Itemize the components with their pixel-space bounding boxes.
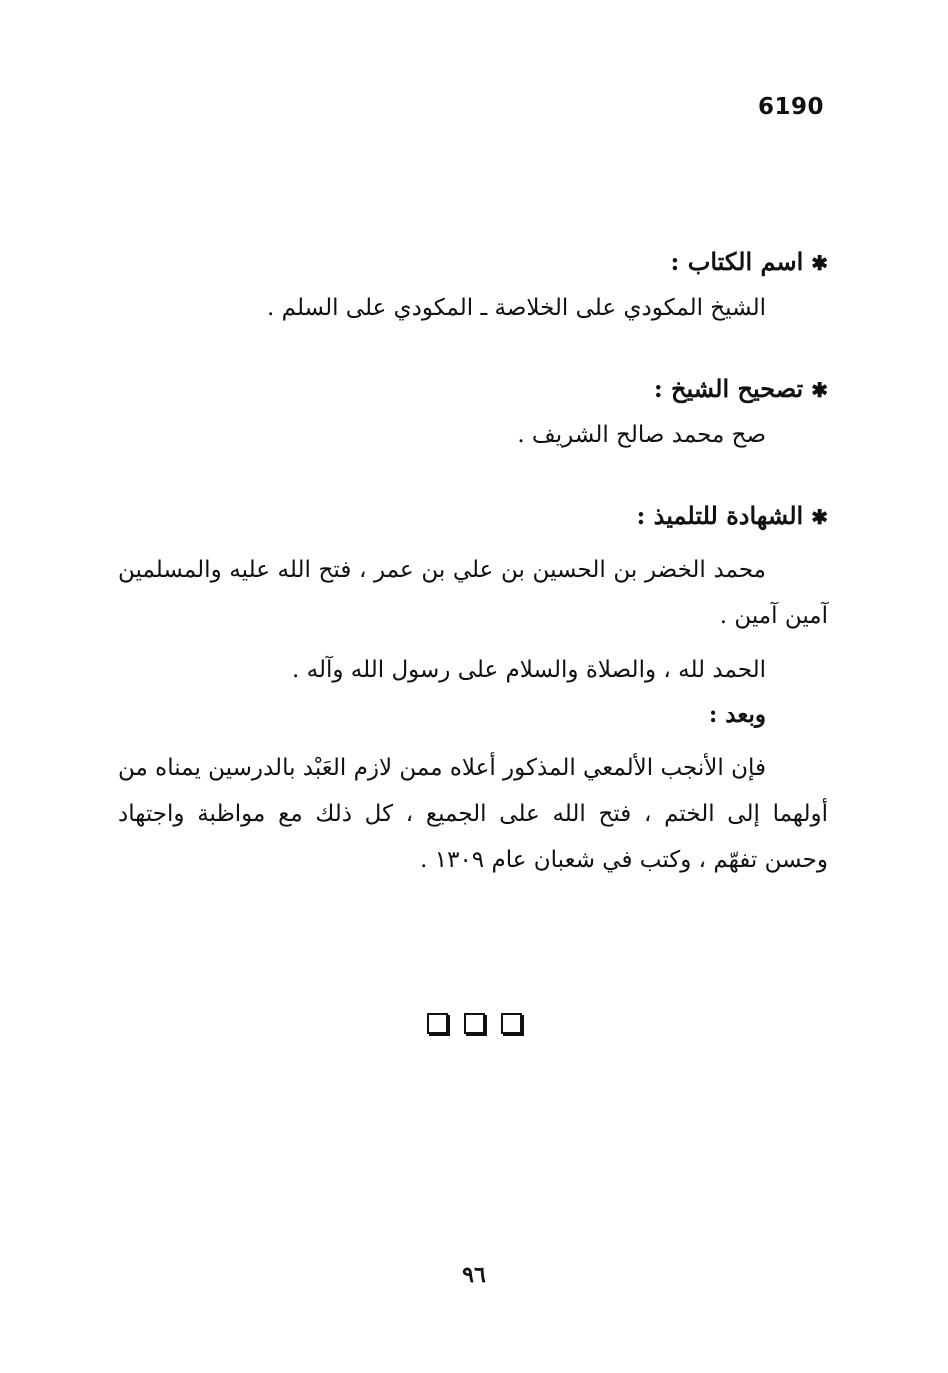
book-name-label: اسم الكتاب : (670, 247, 804, 276)
square-ornament-icon (427, 1013, 448, 1034)
book-name-heading (118, 240, 828, 285)
after-heading: وبعد : (708, 701, 766, 728)
section-end-ornament (0, 1013, 948, 1038)
book-name-text: الشيخ المكودي على الخلاصة ـ المكودي على السلم . (267, 295, 766, 321)
certificate-body: فإن الأنجب الألمعي المذكور أعلاه ممن لازم العَبْد بالدرسين يمناه من أولهما إلى الختم ، فتح الله على الجميع ، كل ذلك مع مواظبة واجتهاد وحسن تفهّم ، وكتب في شعبان عام ١٣٠٩ . (118, 755, 828, 873)
bullet-icon: ✱ (811, 505, 828, 529)
correction-text: صح محمد صالح الشريف . (517, 422, 766, 448)
certificate-intro: محمد الخضر بن الحسين بن علي بن عمر ، فتح الله عليه والمسلمين آمين آمين . (118, 557, 828, 629)
bullet-icon: ✱ (811, 251, 828, 275)
certificate-heading (118, 494, 828, 539)
square-ornament-icon (464, 1013, 485, 1034)
correction-label: تصحيح الشيخ : (653, 374, 804, 403)
page-code: 6190 (757, 94, 824, 120)
square-ornament-icon (501, 1013, 522, 1034)
document-body (118, 240, 828, 883)
certificate-label: الشهادة للتلميذ : (636, 501, 804, 530)
bullet-icon: ✱ (811, 378, 828, 402)
page-number: ٩٦ (462, 1262, 486, 1288)
praise-line: الحمد لله ، والصلاة والسلام على رسول الله وآله . (292, 657, 766, 683)
correction-heading (118, 367, 828, 412)
